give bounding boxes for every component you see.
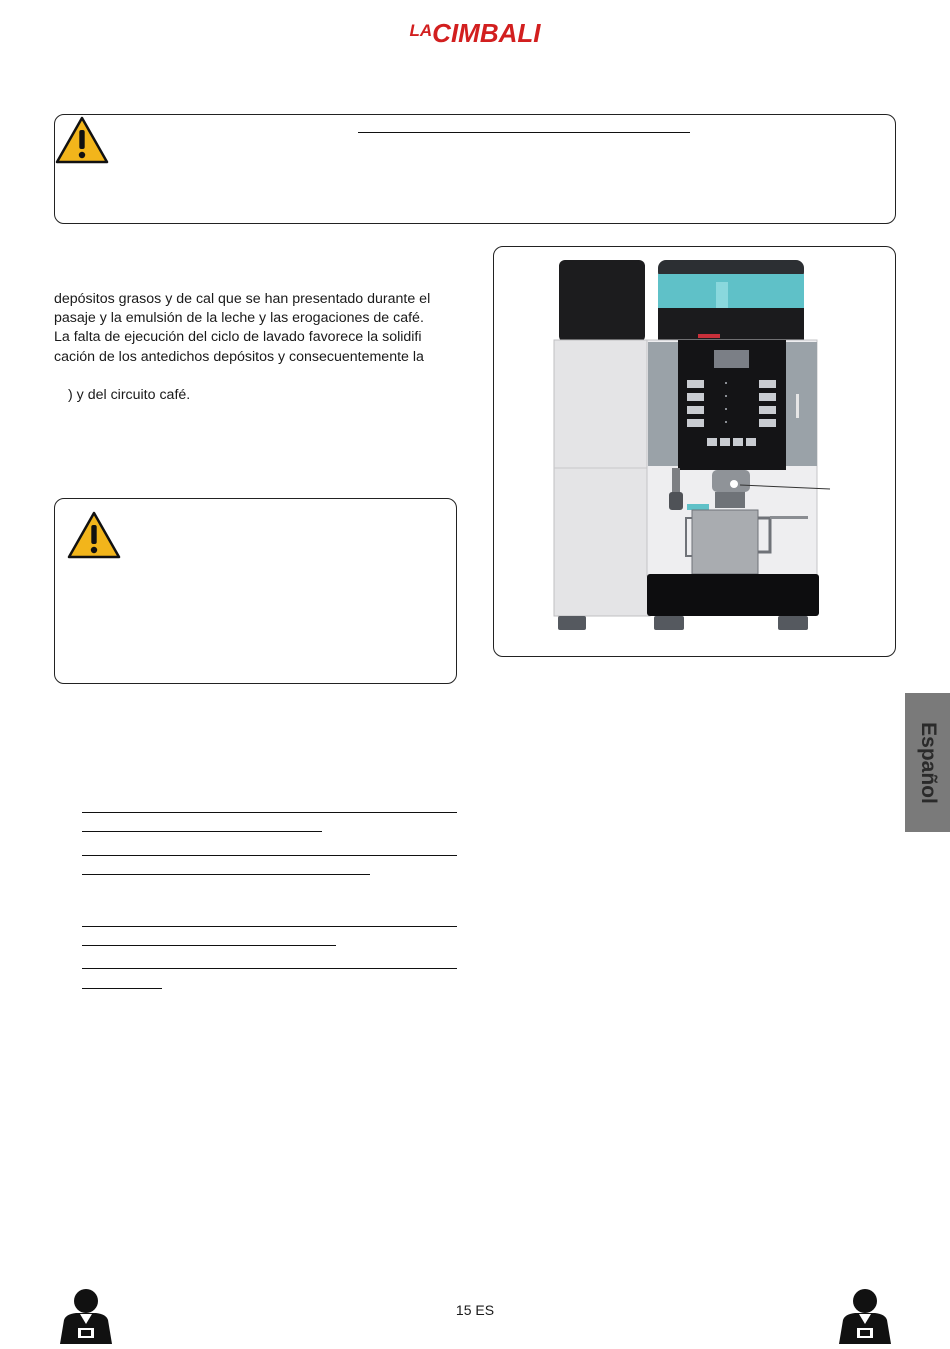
redacted-line-underline (82, 855, 457, 856)
redacted-line-underline (82, 812, 457, 813)
paragraph-line: depósitos grasos y de cal que se han presentado durante el (54, 291, 431, 307)
logo-main: CIMBALI (432, 18, 541, 48)
redacted-line-underline (82, 926, 457, 927)
paragraph-line: La falta de ejecución del ciclo de lavado favorece la solidifi (54, 329, 422, 346)
paragraph-tail: ) y del circuito café. (68, 387, 191, 403)
paragraph-line: cación de los antedichos depósitos y consecuentemente la (54, 348, 424, 365)
coffee-machine-illustration (540, 256, 840, 636)
redacted-heading-underline (358, 132, 690, 133)
redacted-line-underline (82, 874, 370, 875)
brand-logo (0, 18, 950, 49)
body-paragraph (54, 290, 464, 367)
redacted-line-underline (82, 968, 457, 969)
warning-box-top (54, 114, 896, 224)
language-side-tab (905, 693, 950, 832)
redacted-line-underline (82, 988, 162, 989)
redacted-line-underline (82, 831, 322, 832)
redacted-line-underline (82, 945, 336, 946)
language-label: Español (916, 721, 940, 804)
logo-prefix: LA (409, 21, 433, 40)
paragraph-line: pasaje y la emulsión de la leche y las erogaciones de café. (54, 310, 424, 327)
page-number: 15 ES (455, 1302, 495, 1318)
warning-triangle-icon (66, 510, 122, 560)
warning-triangle-icon (54, 115, 110, 165)
